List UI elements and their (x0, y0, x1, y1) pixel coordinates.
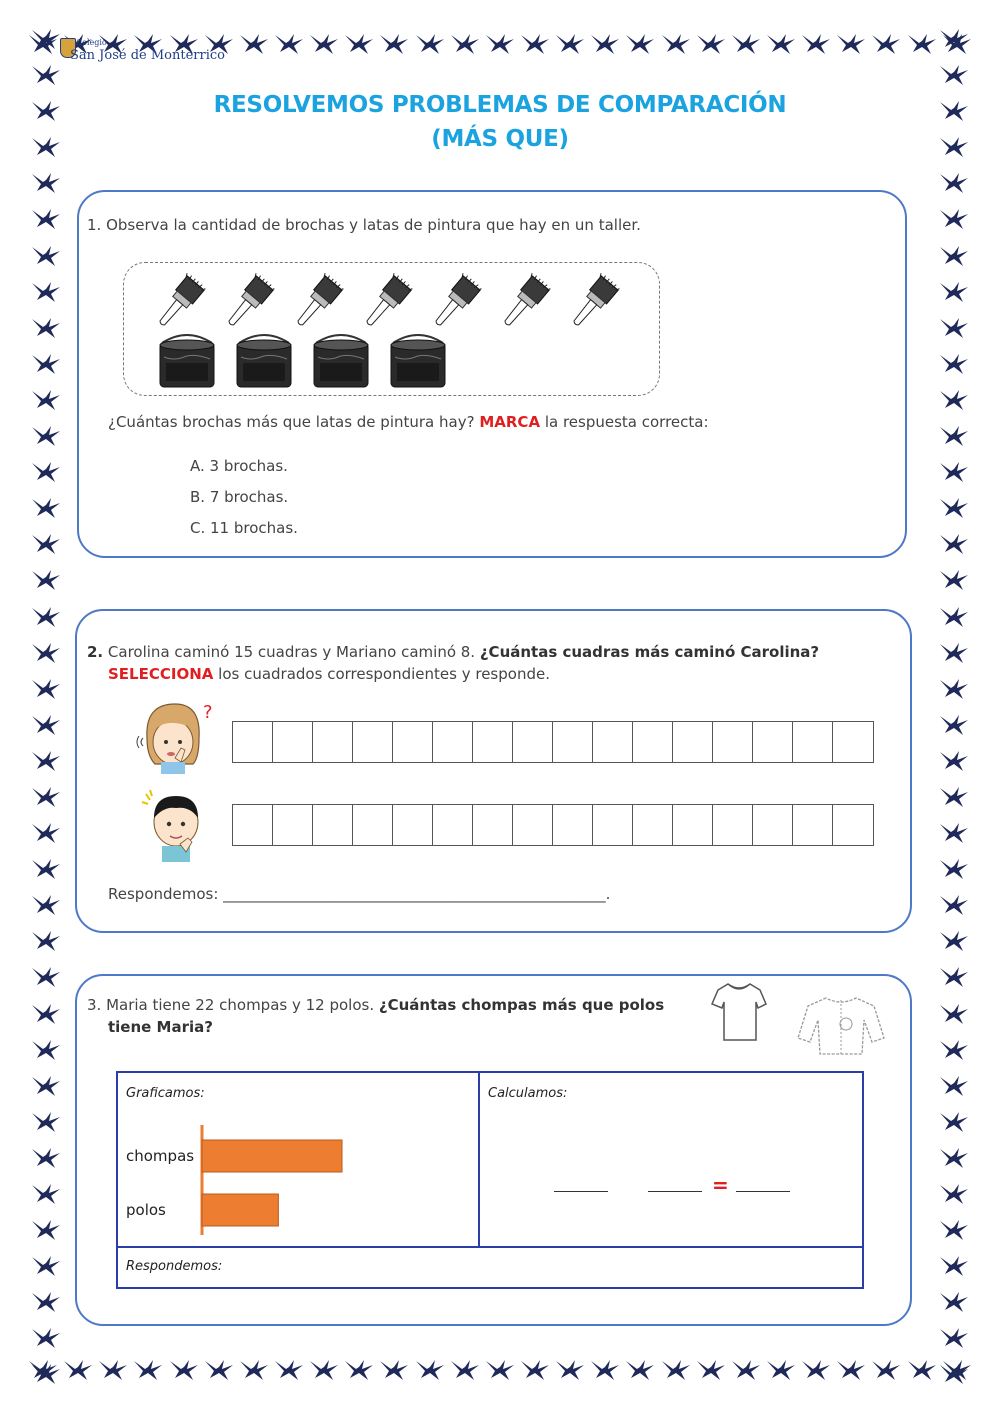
bird-border-icon (939, 533, 969, 555)
bird-border-icon (485, 1359, 515, 1381)
bird-border-icon (31, 281, 61, 303)
square-cell[interactable] (353, 722, 393, 762)
boy-squares-row (232, 804, 874, 846)
bird-border-icon (939, 1183, 969, 1205)
bar-label-polos: polos (126, 1201, 166, 1219)
brushes-and-cans-figure (123, 262, 660, 396)
paint-can-icon (231, 333, 297, 389)
square-cell[interactable] (833, 722, 873, 762)
bird-border-icon (309, 1359, 339, 1381)
bird-border-icon (696, 33, 726, 55)
bird-border-icon (939, 642, 969, 664)
bird-border-icon (766, 1359, 796, 1381)
square-cell[interactable] (673, 805, 713, 845)
bird-border-icon (415, 1359, 445, 1381)
bird-border-icon (31, 1111, 61, 1133)
bird-border-icon (555, 33, 585, 55)
bird-border-icon (169, 1359, 199, 1381)
bird-border-icon (939, 245, 969, 267)
bird-border-icon (939, 1147, 969, 1169)
square-cell[interactable] (793, 805, 833, 845)
question-2-line1 (87, 643, 819, 661)
bird-border-icon (939, 1039, 969, 1061)
square-cell[interactable] (393, 805, 433, 845)
bird-border-icon (801, 33, 831, 55)
bird-border-icon (31, 822, 61, 844)
bird-border-icon (31, 930, 61, 952)
square-cell[interactable] (713, 805, 753, 845)
bird-border-icon (625, 1359, 655, 1381)
svg-text:?: ? (203, 702, 213, 723)
calc-blank-1[interactable] (554, 1191, 608, 1192)
paint-can-icon (308, 333, 374, 389)
bird-border-icon (939, 389, 969, 411)
bird-border-icon (939, 750, 969, 772)
question-2-number: 2. (87, 643, 104, 661)
page-title-line1: RESOLVEMOS PROBLEMAS DE COMPARACIÓN (213, 92, 787, 118)
marca-keyword: MARCA (479, 413, 541, 431)
bird-border-icon (450, 33, 480, 55)
bird-border-icon (31, 894, 61, 916)
bird-border-icon (31, 497, 61, 519)
bird-border-icon (31, 786, 61, 808)
bird-border-icon (939, 353, 969, 375)
square-cell[interactable] (793, 722, 833, 762)
bird-border-icon (939, 930, 969, 952)
bird-border-icon (907, 33, 937, 55)
bird-border-icon (939, 172, 969, 194)
bird-border-icon (31, 569, 61, 591)
bird-border-icon (31, 678, 61, 700)
bird-border-icon (31, 1003, 61, 1025)
bird-border-icon (485, 33, 515, 55)
square-cell[interactable] (513, 722, 553, 762)
bird-border-icon (555, 1359, 585, 1381)
bird-border-icon (239, 1359, 269, 1381)
question-2-line2 (108, 665, 550, 683)
bird-border-icon (939, 894, 969, 916)
clothes-bar-chart (118, 1113, 378, 1243)
bird-border-icon (274, 33, 304, 55)
bird-border-icon (939, 497, 969, 519)
bird-border-icon (379, 1359, 409, 1381)
paintbrush-icon (422, 273, 488, 333)
question-2-text: Carolina caminó 15 cuadras y Mariano caminó 8. (107, 643, 476, 661)
paint-can-icon (154, 333, 220, 389)
bird-border-icon (31, 858, 61, 880)
paint-can-icon (385, 333, 451, 389)
bird-border-icon (344, 1359, 374, 1381)
bird-border-icon (450, 1359, 480, 1381)
square-cell[interactable] (353, 805, 393, 845)
bird-border-icon (939, 317, 969, 339)
question-3-text: 3. Maria tiene 22 chompas y 12 polos. (87, 996, 375, 1014)
school-logo-name: San José de Monterrico (70, 48, 225, 63)
paintbrush-icon (284, 273, 350, 333)
selecciona-keyword: SELECCIONA (108, 665, 214, 683)
square-cell[interactable] (633, 722, 673, 762)
question-1-text: 1. Observa la cantidad de brochas y latas de pintura que hay en un taller. (87, 216, 641, 234)
calc-blank-3[interactable] (736, 1191, 790, 1192)
bird-border-icon (939, 1363, 969, 1385)
bird-border-icon (31, 317, 61, 339)
tshirt-icon (710, 980, 768, 1044)
square-cell[interactable] (393, 722, 433, 762)
bird-border-icon (590, 1359, 620, 1381)
question-1-instruction: la respuesta correcta: (544, 413, 709, 431)
bird-border-icon (309, 33, 339, 55)
square-cell[interactable] (633, 805, 673, 845)
bird-border-icon (31, 461, 61, 483)
bird-border-icon (31, 208, 61, 230)
bird-border-icon (31, 642, 61, 664)
square-cell[interactable] (513, 805, 553, 845)
bar-polos (202, 1194, 278, 1226)
bird-border-icon (379, 33, 409, 55)
equals-sign: = (712, 1173, 729, 1197)
bird-border-icon (939, 1255, 969, 1277)
bird-border-icon (939, 425, 969, 447)
bird-border-icon (766, 33, 796, 55)
question-2-instruction: los cuadrados correspondientes y responde. (218, 665, 550, 683)
bird-border-icon (590, 33, 620, 55)
bird-border-icon (31, 750, 61, 772)
bird-border-icon (31, 389, 61, 411)
bird-border-icon (939, 966, 969, 988)
bird-border-icon (31, 1291, 61, 1313)
square-cell[interactable] (433, 722, 473, 762)
square-cell[interactable] (673, 722, 713, 762)
bird-border-icon (133, 1359, 163, 1381)
bird-border-icon (696, 1359, 726, 1381)
bird-border-icon (871, 1359, 901, 1381)
bird-border-icon (31, 533, 61, 555)
bird-border-icon (31, 64, 61, 86)
bird-border-icon (939, 786, 969, 808)
paintbrush-icon (491, 273, 557, 333)
bird-border-icon (274, 1359, 304, 1381)
bird-border-icon (939, 1219, 969, 1241)
square-cell[interactable] (433, 805, 473, 845)
option-b[interactable]: B. 7 brochas. (190, 488, 289, 506)
square-cell[interactable] (273, 805, 313, 845)
sweater-icon (796, 994, 886, 1058)
square-cell[interactable] (553, 805, 593, 845)
square-cell[interactable] (593, 805, 633, 845)
question-1-prompt (108, 413, 709, 431)
bird-border-icon (939, 1291, 969, 1313)
bird-border-icon (520, 33, 550, 55)
bird-border-icon (731, 1359, 761, 1381)
bird-border-icon (31, 425, 61, 447)
square-cell[interactable] (273, 722, 313, 762)
paintbrush-icon (560, 273, 626, 333)
bird-border-icon (871, 33, 901, 55)
boy-thinking-icon (140, 788, 210, 866)
bird-border-icon (31, 1219, 61, 1241)
paintbrush-icon (215, 273, 281, 333)
calculamos-label: Calculamos: (488, 1086, 568, 1101)
bird-border-icon (31, 1255, 61, 1277)
bird-border-icon (31, 1075, 61, 1097)
square-cell[interactable] (753, 722, 793, 762)
bird-border-icon (836, 33, 866, 55)
square-cell[interactable] (833, 805, 873, 845)
girl-thinking-icon (135, 698, 221, 774)
bird-border-icon (661, 1359, 691, 1381)
bird-border-icon (731, 33, 761, 55)
question-2-answer-line[interactable]: Respondemos: ___________________________________________________. (108, 885, 611, 903)
bird-border-icon (520, 1359, 550, 1381)
border-right (936, 28, 972, 1386)
bird-border-icon (31, 353, 61, 375)
square-cell[interactable] (313, 805, 353, 845)
question-3-line1 (87, 996, 664, 1014)
calc-blank-2[interactable] (648, 1191, 702, 1192)
bird-border-icon (939, 569, 969, 591)
paintbrush-icon (146, 273, 212, 333)
bird-border-icon (939, 208, 969, 230)
square-cell[interactable] (473, 722, 513, 762)
bird-border-icon (625, 33, 655, 55)
bird-border-icon (31, 1363, 61, 1385)
bird-border-icon (31, 1327, 61, 1349)
bird-border-icon (31, 1183, 61, 1205)
question-1-question: ¿Cuántas brochas más que latas de pintura hay? (108, 413, 475, 431)
square-cell[interactable] (233, 805, 273, 845)
question-3-question-2: tiene Maria? (108, 1018, 213, 1036)
bird-border-icon (31, 245, 61, 267)
bird-border-icon (939, 714, 969, 736)
bird-border-icon (939, 1111, 969, 1133)
bird-border-icon (939, 1003, 969, 1025)
graficamos-label: Graficamos: (126, 1086, 205, 1101)
bird-border-icon (939, 281, 969, 303)
bird-border-icon (939, 461, 969, 483)
page-title-line2: (MÁS QUE) (431, 126, 569, 152)
bird-border-icon (239, 33, 269, 55)
bird-border-icon (415, 33, 445, 55)
square-cell[interactable] (233, 722, 273, 762)
bird-border-icon (939, 1075, 969, 1097)
option-a[interactable]: A. 3 brochas. (190, 457, 288, 475)
bird-border-icon (31, 966, 61, 988)
bird-border-icon (31, 606, 61, 628)
bird-border-icon (836, 1359, 866, 1381)
bird-border-icon (344, 33, 374, 55)
border-left (28, 28, 64, 1386)
bird-border-icon (31, 28, 61, 50)
question-2-question: ¿Cuántas cuadras más caminó Carolina? (479, 643, 820, 661)
square-cell[interactable] (473, 805, 513, 845)
bar-label-chompas: chompas (126, 1147, 195, 1165)
bird-border-icon (661, 33, 691, 55)
bird-border-icon (31, 1039, 61, 1061)
bird-border-icon (31, 714, 61, 736)
bird-border-icon (939, 1327, 969, 1349)
question-3-table (116, 1071, 864, 1289)
school-logo-top: Colegio (76, 38, 107, 47)
square-cell[interactable] (313, 722, 353, 762)
paintbrush-icon (353, 273, 419, 333)
square-cell[interactable] (553, 722, 593, 762)
bird-border-icon (907, 1359, 937, 1381)
page-title (0, 88, 1000, 156)
bird-border-icon (31, 172, 61, 194)
square-cell[interactable] (753, 805, 793, 845)
bird-border-icon (939, 64, 969, 86)
bird-border-icon (939, 678, 969, 700)
question-3-question-1: ¿Cuántas chompas más que polos (378, 996, 665, 1014)
bird-border-icon (31, 1147, 61, 1169)
border-bottom (28, 1352, 972, 1388)
bird-border-icon (939, 822, 969, 844)
girl-squares-row (232, 721, 874, 763)
bird-border-icon (939, 858, 969, 880)
option-c[interactable]: C. 11 brochas. (190, 519, 298, 537)
bird-border-icon (63, 1359, 93, 1381)
bar-chompas (202, 1140, 342, 1172)
square-cell[interactable] (713, 722, 753, 762)
square-cell[interactable] (593, 722, 633, 762)
bird-border-icon (801, 1359, 831, 1381)
bird-border-icon (204, 1359, 234, 1381)
respondemos-label: Respondemos: (126, 1259, 223, 1274)
bird-border-icon (98, 1359, 128, 1381)
bird-border-icon (939, 28, 969, 50)
bird-border-icon (939, 606, 969, 628)
